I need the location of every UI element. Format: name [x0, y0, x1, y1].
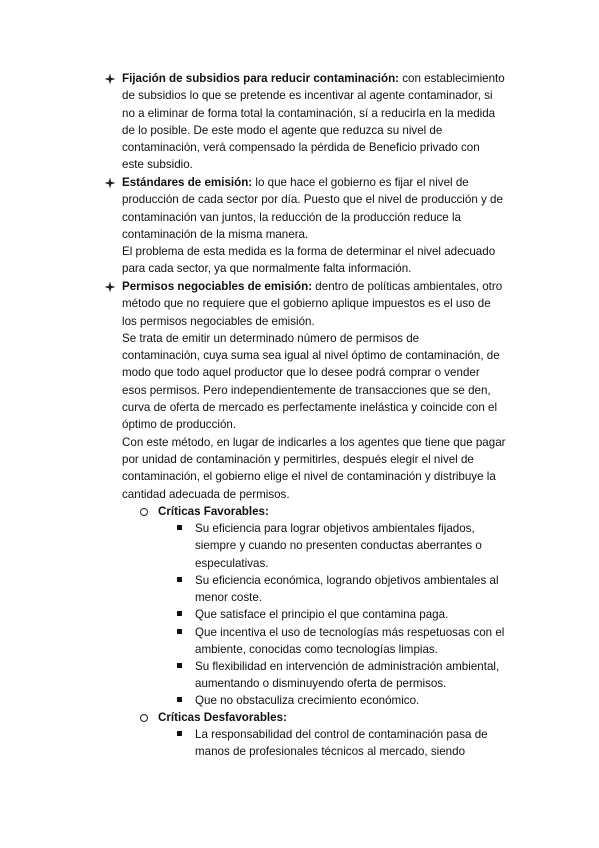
text-line: contaminación de la misma manera. [122, 227, 309, 241]
text-line: El problema de esta medida es la forma de determinar el nivel adecuado [122, 245, 496, 259]
sub-heading-desfavorables: Críticas Desfavorables: [158, 711, 287, 724]
text-line: Su eficiencia económica, logrando objetivos ambientales al [195, 574, 499, 587]
text-line: Su eficiencia para lograr objetivos ambientales fijados, [195, 522, 475, 535]
text-line: Que incentiva el uso de tecnologías más respetuosas con el [195, 626, 505, 639]
text-line: Que satisface el principio el que contamina paga. [195, 608, 449, 621]
list-item-permisos [122, 278, 506, 503]
text-line: por unidad de contaminación y permitirles, después elegir el nivel de [122, 452, 474, 466]
text-line: Se trata de emitir un determinado número de permisos de [122, 331, 420, 345]
text-line: de subsidios lo que se pretende es incentivar al agente contaminador, si [122, 89, 493, 103]
text-line: método que no requiere que el gobierno aplique impuestos es el uso de [122, 297, 491, 311]
favorable-point [195, 624, 504, 659]
item-heading: Fijación de subsidios para reducir contaminación: [122, 72, 400, 85]
text-line: los permisos negociables de emisión. [122, 314, 315, 328]
item-lead: con establecimiento [399, 72, 505, 85]
text-line: óptimo de producción. [122, 418, 237, 432]
text-line: curva de oferta de mercado es perfectamente inelástica y coincide con el [122, 401, 498, 415]
text-line: especulativas. [195, 556, 269, 570]
square-bullet-icon [177, 629, 182, 634]
list-item-estandares [122, 174, 503, 278]
square-bullet-icon [177, 611, 182, 616]
square-bullet-icon [177, 577, 182, 582]
favorable-point [195, 572, 499, 607]
text-line: producción de cada sector por día. Puesto que el nivel de producción y de [122, 193, 503, 207]
text-line: menor coste. [195, 591, 263, 605]
favorable-point [195, 658, 499, 693]
text-line: para cada sector, ya que normalmente falta información. [122, 262, 412, 276]
text-line: contaminación, verá compensado la pérdida de Beneficio privado con [122, 141, 480, 155]
diamond-bullet-icon [104, 73, 116, 85]
text-line: La responsabilidad del control de contaminación pasa de [195, 728, 488, 741]
text-line: contaminación, cuya suma sea igual al nivel óptimo de contaminación, de [122, 349, 500, 363]
diamond-bullet-icon [104, 177, 116, 189]
square-bullet-icon [177, 525, 182, 530]
favorable-point [195, 692, 419, 709]
text-line: este subsidio. [122, 158, 193, 172]
diamond-bullet-icon [104, 281, 116, 293]
square-bullet-icon [177, 697, 182, 702]
text-line: siempre y cuando no presenten conductas aberrantes o [195, 539, 482, 553]
text-line: cantidad adecuada de permisos. [122, 487, 290, 501]
text-line: contaminación van juntos, la reducción de la producción reduce la [122, 210, 462, 224]
square-bullet-icon [177, 663, 182, 668]
sub-heading-favorables: Críticas Favorables: [158, 505, 269, 518]
favorable-point [195, 520, 482, 572]
item-heading: Estándares de emisión: [122, 176, 253, 189]
circle-bullet-icon [140, 714, 148, 722]
text-line: Su flexibilidad en intervención de administración ambiental, [195, 660, 500, 673]
square-bullet-icon [177, 731, 182, 736]
text-line: contaminación, el gobierno elige el nivel de contaminación y distribuye la [122, 470, 496, 484]
text-line: no a eliminar de forma total la contaminación, sí a reducirla en la medida [122, 106, 496, 120]
item-heading: Permisos negociables de emisión: [122, 280, 313, 293]
text-line: modo que todo aquel productor que lo desee podrá comprar o vender [122, 366, 480, 380]
text-line: ambiente, conocidas como tecnologías limpias. [195, 643, 438, 657]
text-line: Que no obstaculiza crecimiento económico. [195, 694, 420, 707]
text-line: de lo posible. De este modo el agente que reduzca su nivel de [122, 123, 443, 137]
text-line: aumentando o disminuyendo oferta de permisos. [195, 677, 447, 691]
text-line: Con este método, en lugar de indicarles a los agentes que tiene que pagar [122, 435, 506, 449]
favorable-point [195, 606, 448, 623]
text-line: esos permisos. Pero independientemente de transacciones que se den, [122, 383, 491, 397]
desfavorable-point [195, 726, 488, 761]
text-line: manos de profesionales técnicos al mercado, siendo [195, 745, 466, 759]
item-lead: dentro de políticas ambientales, otro [312, 280, 503, 293]
circle-bullet-icon [140, 508, 148, 516]
list-item-subsidios [122, 70, 505, 174]
item-lead: lo que hace el gobierno es fijar el nivel de [252, 176, 469, 189]
